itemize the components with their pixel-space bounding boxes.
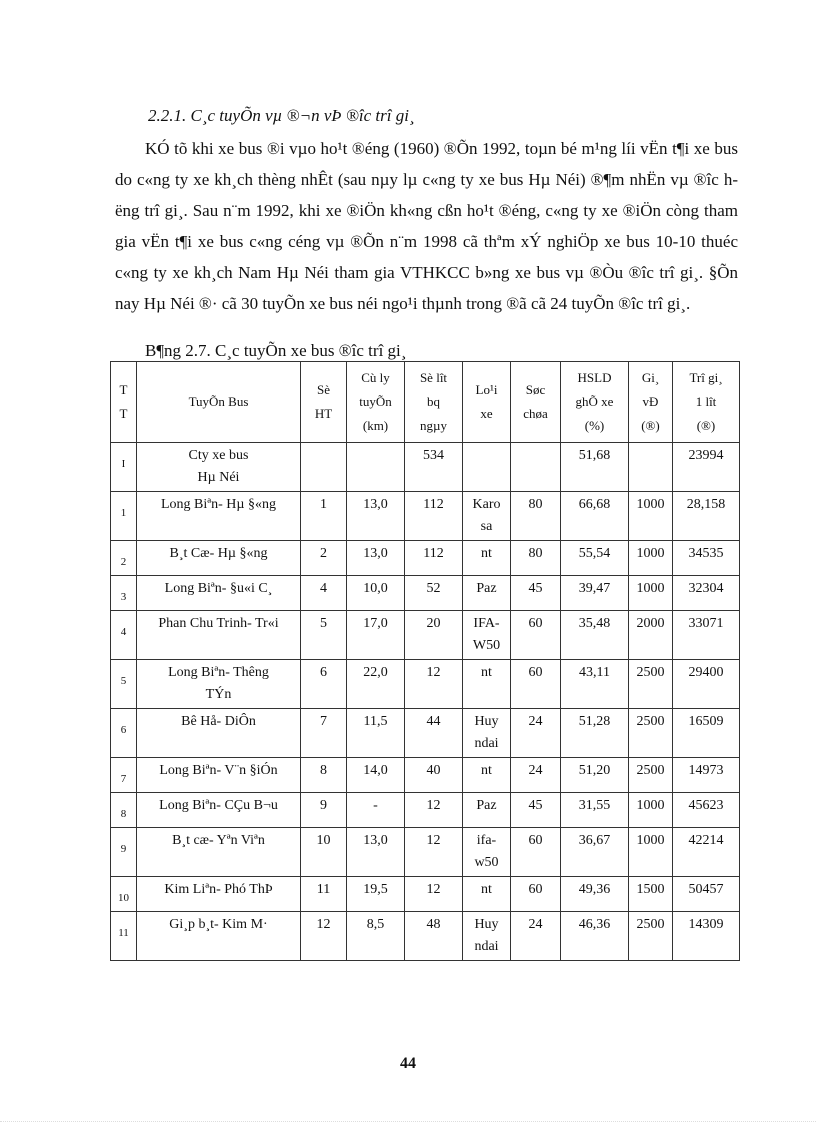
cell-load-factor: 43,11 bbox=[561, 660, 629, 709]
table-body bbox=[111, 443, 740, 961]
table-row bbox=[111, 758, 740, 793]
cell-vehicle-type bbox=[463, 660, 511, 709]
cell-route-number: 6 bbox=[301, 660, 347, 709]
cell-fare: 1500 bbox=[629, 877, 673, 912]
cell-tt: 11 bbox=[111, 912, 137, 961]
cell-vehicle-type bbox=[463, 443, 511, 492]
cell-route bbox=[137, 576, 301, 611]
cell-route-number: 9 bbox=[301, 793, 347, 828]
cell-capacity: 60 bbox=[511, 828, 561, 877]
cell-capacity: 60 bbox=[511, 660, 561, 709]
cell-route-number: 12 bbox=[301, 912, 347, 961]
cell-line: Huy bbox=[474, 714, 499, 729]
cell-route-number: 1 bbox=[301, 492, 347, 541]
cell-tt: 2 bbox=[111, 541, 137, 576]
cell-vehicle-type bbox=[463, 492, 511, 541]
cell-capacity: 80 bbox=[511, 541, 561, 576]
header-line: 1 lît bbox=[695, 394, 717, 409]
cell-route bbox=[137, 709, 301, 758]
cell-load-factor: 35,48 bbox=[561, 611, 629, 660]
cell-capacity: 45 bbox=[511, 576, 561, 611]
cell-capacity bbox=[511, 443, 561, 492]
cell-subsidy: 33071 bbox=[673, 611, 740, 660]
cell-line: TÝn bbox=[205, 687, 232, 702]
cell-tt: 10 bbox=[111, 877, 137, 912]
cell-vehicle-type bbox=[463, 709, 511, 758]
header-line: HT bbox=[314, 406, 333, 421]
cell-capacity: 24 bbox=[511, 709, 561, 758]
table-row bbox=[111, 611, 740, 660]
cell-line: Huy bbox=[474, 917, 499, 932]
cell-line: Long Biªn- §u«i C¸ bbox=[164, 581, 273, 596]
cell-load-factor: 39,47 bbox=[561, 576, 629, 611]
cell-capacity: 24 bbox=[511, 758, 561, 793]
cell-distance: - bbox=[347, 793, 405, 828]
cell-route bbox=[137, 758, 301, 793]
header-line: Trî gi¸ bbox=[689, 370, 723, 385]
cell-tt: 5 bbox=[111, 660, 137, 709]
cell-subsidy: 29400 bbox=[673, 660, 740, 709]
cell-fare bbox=[629, 443, 673, 492]
header-line: Lo¹i bbox=[475, 382, 498, 397]
cell-subsidy: 50457 bbox=[673, 877, 740, 912]
cell-distance: 10,0 bbox=[347, 576, 405, 611]
cell-load-factor: 51,68 bbox=[561, 443, 629, 492]
cell-route bbox=[137, 492, 301, 541]
section-heading: 2.2.1. C¸c tuyÕn vµ ®¬n vÞ ®îc trî gi¸ bbox=[148, 106, 415, 125]
table-row bbox=[111, 492, 740, 541]
page-edge-divider bbox=[0, 1121, 816, 1122]
cell-route-number: 7 bbox=[301, 709, 347, 758]
table-header-row bbox=[111, 362, 740, 443]
cell-line: Bê Hå- DiÔn bbox=[181, 714, 256, 729]
header-line: Sè bbox=[317, 382, 330, 397]
cell-distance bbox=[347, 443, 405, 492]
table-caption: B¶ng 2.7. C¸c tuyÕn xe bus ®îc trî gi¸ bbox=[145, 341, 407, 360]
page-number: 44 bbox=[400, 1055, 416, 1072]
cell-route bbox=[137, 828, 301, 877]
cell-route bbox=[137, 877, 301, 912]
cell-route-number: 4 bbox=[301, 576, 347, 611]
cell-line: Hµ Néi bbox=[197, 470, 240, 485]
header-load-factor bbox=[561, 362, 629, 443]
cell-trips: 12 bbox=[405, 828, 463, 877]
header-line: chøa bbox=[523, 406, 548, 421]
header-line: T bbox=[119, 406, 128, 421]
header-line: ngµy bbox=[420, 418, 447, 433]
cell-route bbox=[137, 443, 301, 492]
header-tt bbox=[111, 362, 137, 443]
header-line: xe bbox=[480, 406, 493, 421]
cell-load-factor: 66,68 bbox=[561, 492, 629, 541]
cell-load-factor: 46,36 bbox=[561, 912, 629, 961]
cell-subsidy: 42214 bbox=[673, 828, 740, 877]
header-line: tuyÕn bbox=[359, 394, 392, 409]
cell-line: Long Biªn- Thêng bbox=[168, 665, 269, 680]
cell-load-factor: 36,67 bbox=[561, 828, 629, 877]
cell-line: sa bbox=[480, 519, 493, 534]
cell-distance: 11,5 bbox=[347, 709, 405, 758]
cell-route bbox=[137, 912, 301, 961]
cell-vehicle-type bbox=[463, 576, 511, 611]
cell-distance: 8,5 bbox=[347, 912, 405, 961]
cell-fare: 2500 bbox=[629, 758, 673, 793]
cell-route-number: 2 bbox=[301, 541, 347, 576]
header-line: Sè lît bbox=[419, 370, 448, 385]
table-row bbox=[111, 877, 740, 912]
cell-line: Kim Liªn- Phó ThÞ bbox=[164, 882, 273, 897]
cell-tt: 3 bbox=[111, 576, 137, 611]
table-row bbox=[111, 828, 740, 877]
cell-line: nt bbox=[481, 882, 492, 897]
header-line: bq bbox=[427, 394, 440, 409]
cell-line: Long Biªn- Hµ §«ng bbox=[161, 497, 276, 512]
cell-line: ndai bbox=[474, 736, 499, 751]
cell-tt: 1 bbox=[111, 492, 137, 541]
cell-fare: 1000 bbox=[629, 492, 673, 541]
cell-distance: 14,0 bbox=[347, 758, 405, 793]
cell-route-number: 5 bbox=[301, 611, 347, 660]
cell-distance: 19,5 bbox=[347, 877, 405, 912]
cell-vehicle-type bbox=[463, 828, 511, 877]
cell-capacity: 80 bbox=[511, 492, 561, 541]
table-row bbox=[111, 541, 740, 576]
table-row bbox=[111, 660, 740, 709]
cell-capacity: 60 bbox=[511, 877, 561, 912]
cell-trips: 12 bbox=[405, 793, 463, 828]
cell-line: Long Biªn- V¨n §iÓn bbox=[159, 763, 278, 778]
header-line: Søc bbox=[525, 382, 546, 397]
cell-tt: 7 bbox=[111, 758, 137, 793]
cell-line: IFA- bbox=[473, 616, 500, 631]
cell-line: B¸t Cæ- Hµ §«ng bbox=[169, 546, 268, 561]
cell-fare: 2500 bbox=[629, 660, 673, 709]
cell-fare: 1000 bbox=[629, 793, 673, 828]
header-line: (%) bbox=[584, 418, 605, 433]
cell-line: Paz bbox=[476, 581, 497, 596]
cell-trips: 112 bbox=[405, 541, 463, 576]
cell-trips: 12 bbox=[405, 660, 463, 709]
cell-tt: 9 bbox=[111, 828, 137, 877]
cell-capacity: 60 bbox=[511, 611, 561, 660]
cell-line: Paz bbox=[476, 798, 497, 813]
header-line: (®) bbox=[641, 418, 660, 433]
cell-trips: 112 bbox=[405, 492, 463, 541]
header-line: ghÕ xe bbox=[575, 394, 614, 409]
cell-vehicle-type bbox=[463, 541, 511, 576]
cell-load-factor: 31,55 bbox=[561, 793, 629, 828]
cell-line: ndai bbox=[474, 939, 499, 954]
cell-subsidy: 23994 bbox=[673, 443, 740, 492]
header-line: T bbox=[119, 382, 128, 397]
cell-trips: 20 bbox=[405, 611, 463, 660]
cell-load-factor: 49,36 bbox=[561, 877, 629, 912]
cell-line: Cty xe bus bbox=[188, 448, 249, 463]
cell-route bbox=[137, 611, 301, 660]
header-subsidy bbox=[673, 362, 740, 443]
cell-trips: 12 bbox=[405, 877, 463, 912]
table-row bbox=[111, 709, 740, 758]
cell-line: Gi¸p b¸t- Kim M· bbox=[169, 917, 268, 932]
body-paragraph: KÓ tõ khi xe bus ®i vµo ho¹t ®éng (1960) ®Õn 1992, toµn bé m¹ng líi vËn t¶i xe bus do c«ng ty xe kh¸ch thèng nhÊt (sau nµy lµ c«ng ty xe bus Hµ Néi) ®¶m nhËn vµ ®îc hëng trî gi¸. Sau n¨m 1992, khi xe ®iÖn kh«ng cßn ho¹t ®éng, c«ng ty xe ®iÖn còng tham gia vËn t¶i xe bus c«ng céng vµ ®Õn n¨m 1998 cã thªm xÝ nghiÖp xe bus 10-10 thuéc c«ng ty xe kh¸ch Nam Hµ Néi tham gia VTHKCC b»ng xe bus vµ ®Òu ®îc trî gi¸. §Õn nay Hµ Néi ®· cã 30 tuyÕn xe bus néi ngo¹i thµnh trong ®ã cã 24 tuyÕn ®îc trî gi¸. bbox=[115, 139, 738, 313]
cell-route-number bbox=[301, 443, 347, 492]
cell-vehicle-type bbox=[463, 877, 511, 912]
cell-trips: 534 bbox=[405, 443, 463, 492]
cell-line: Phan Chu Trinh- Tr«i bbox=[158, 616, 279, 631]
cell-vehicle-type bbox=[463, 758, 511, 793]
cell-route bbox=[137, 793, 301, 828]
cell-distance: 13,0 bbox=[347, 492, 405, 541]
table-row bbox=[111, 912, 740, 961]
cell-subsidy: 45623 bbox=[673, 793, 740, 828]
cell-route bbox=[137, 541, 301, 576]
cell-tt: 8 bbox=[111, 793, 137, 828]
header-line: TuyÕn Bus bbox=[188, 394, 249, 409]
cell-line: ifa- bbox=[476, 833, 497, 848]
cell-subsidy: 28,158 bbox=[673, 492, 740, 541]
bus-routes-table bbox=[110, 361, 740, 961]
cell-fare: 2000 bbox=[629, 611, 673, 660]
cell-subsidy: 32304 bbox=[673, 576, 740, 611]
cell-trips: 44 bbox=[405, 709, 463, 758]
header-trips bbox=[405, 362, 463, 443]
cell-vehicle-type bbox=[463, 793, 511, 828]
cell-line: nt bbox=[481, 665, 492, 680]
header-line: HSLD bbox=[577, 370, 612, 385]
header-capacity bbox=[511, 362, 561, 443]
cell-distance: 17,0 bbox=[347, 611, 405, 660]
cell-fare: 1000 bbox=[629, 541, 673, 576]
header-line: (km) bbox=[362, 418, 389, 433]
header-line: (®) bbox=[696, 418, 716, 433]
cell-line: B¸t cæ- Yªn Viªn bbox=[172, 833, 265, 848]
cell-line: Karo bbox=[472, 497, 501, 512]
cell-vehicle-type bbox=[463, 611, 511, 660]
cell-capacity: 24 bbox=[511, 912, 561, 961]
cell-fare: 1000 bbox=[629, 576, 673, 611]
cell-vehicle-type bbox=[463, 912, 511, 961]
cell-fare: 2500 bbox=[629, 912, 673, 961]
header-distance bbox=[347, 362, 405, 443]
header-line: vÐ bbox=[642, 394, 659, 409]
cell-route-number: 10 bbox=[301, 828, 347, 877]
header-ht bbox=[301, 362, 347, 443]
cell-route bbox=[137, 660, 301, 709]
cell-subsidy: 34535 bbox=[673, 541, 740, 576]
cell-tt: 4 bbox=[111, 611, 137, 660]
header-line: Gi¸ bbox=[641, 370, 660, 385]
header-line: Cù ly bbox=[361, 370, 390, 385]
cell-trips: 48 bbox=[405, 912, 463, 961]
cell-distance: 13,0 bbox=[347, 828, 405, 877]
cell-subsidy: 16509 bbox=[673, 709, 740, 758]
cell-line: W50 bbox=[472, 638, 501, 653]
cell-line: Long Biªn- CÇu B¬u bbox=[159, 798, 278, 813]
cell-fare: 2500 bbox=[629, 709, 673, 758]
cell-route-number: 8 bbox=[301, 758, 347, 793]
cell-fare: 1000 bbox=[629, 828, 673, 877]
cell-load-factor: 51,28 bbox=[561, 709, 629, 758]
header-route bbox=[137, 362, 301, 443]
cell-line: nt bbox=[481, 546, 492, 561]
cell-subsidy: 14973 bbox=[673, 758, 740, 793]
cell-subsidy: 14309 bbox=[673, 912, 740, 961]
cell-load-factor: 51,20 bbox=[561, 758, 629, 793]
cell-trips: 40 bbox=[405, 758, 463, 793]
cell-trips: 52 bbox=[405, 576, 463, 611]
cell-load-factor: 55,54 bbox=[561, 541, 629, 576]
cell-tt: I bbox=[111, 443, 137, 492]
table-row bbox=[111, 443, 740, 492]
cell-line: nt bbox=[481, 763, 492, 778]
header-vehicle-type bbox=[463, 362, 511, 443]
cell-line: w50 bbox=[474, 855, 499, 870]
cell-tt: 6 bbox=[111, 709, 137, 758]
table-row bbox=[111, 793, 740, 828]
cell-route-number: 11 bbox=[301, 877, 347, 912]
header-fare bbox=[629, 362, 673, 443]
cell-capacity: 45 bbox=[511, 793, 561, 828]
table-row bbox=[111, 576, 740, 611]
cell-distance: 22,0 bbox=[347, 660, 405, 709]
cell-distance: 13,0 bbox=[347, 541, 405, 576]
